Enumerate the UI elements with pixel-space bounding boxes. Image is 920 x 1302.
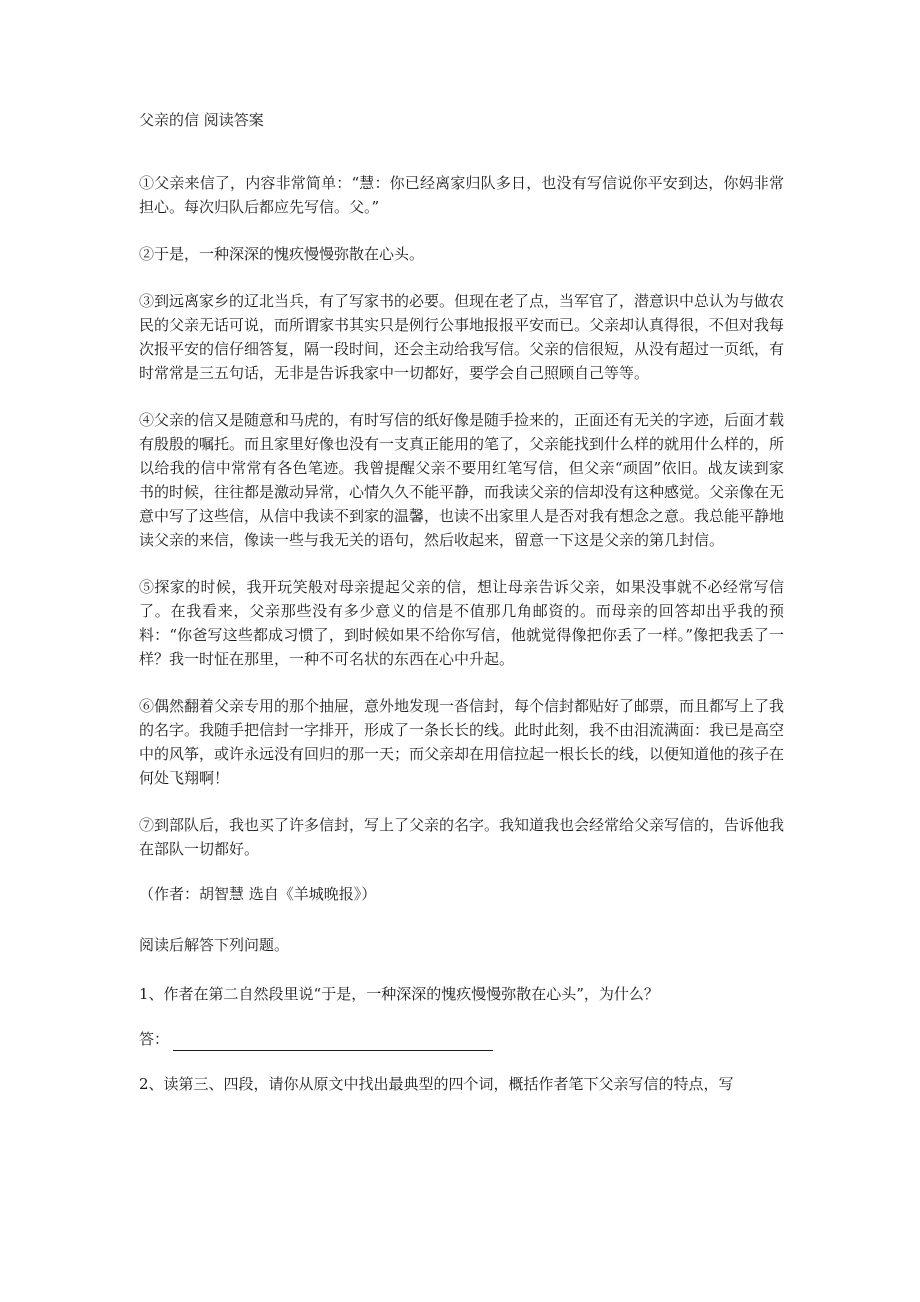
document-title: 父亲的信 阅读答案	[139, 111, 264, 129]
paragraph-2: ②于是，一种深深的愧疚慢慢弥散在心头。	[139, 245, 425, 263]
paragraph-7: ⑦到部队后，我也买了许多信封，写上了父亲的名字。我知道我也会经常给父亲写信的，告诉他我在部队一切都好。	[139, 816, 785, 858]
document-page	[139, 108, 784, 1117]
questions-prompt: 阅读后解答下列问题。	[139, 936, 290, 954]
answer-label: 答：	[139, 1030, 170, 1048]
answer-blank[interactable]	[173, 1034, 493, 1051]
paragraph-3: ③到远离家乡的辽北当兵，有了写家书的必要。但现在老了点，当军官了，潜意识中总认为与做农民的父亲无话可说，而所谓家书其实只是例行公事地报报平安而已。父亲却认真得很，不但对我每次报平安的信仔细答复，隔一段时间，还会主动给我写信。父亲的信很短，从没有超过一页纸，有时常常是三五句话，无非是告诉我家中一切都好，要学会自己照顾自己等等。	[139, 292, 785, 382]
answer-1	[139, 1027, 784, 1051]
paragraph-6: ⑥偶然翻着父亲专用的那个抽屉，意外地发现一沓信封，每个信封都贴好了邮票，而且都写上了我的名字。我随手把信封一字排开，形成了一条长长的线。此时此刻，我不由泪流满面：我已是高空中的风筝，或许永远没有回归的那一天；而父亲却在用信拉起一根长长的线，以便知道他的孩子在何处飞翔啊！	[139, 697, 785, 787]
source-attribution: （作者：胡智慧 选自《羊城晚报》）	[139, 885, 377, 903]
question-2: 2、读第三、四段，请你从原文中找出最典型的四个词，概括作者笔下父亲写信的特点，写	[139, 1075, 734, 1093]
paragraph-5: ⑤探家的时候，我开玩笑般对母亲提起父亲的信，想让母亲告诉父亲，如果没事就不必经常写信了。在我看来，父亲那些没有多少意义的信是不值那几角邮资的。而母亲的回答却出乎我的预料：“你爸写这些都成习惯了，到时候如果不给你写信，他就觉得像把你丢了一样。”像把我丢了一样？我一时怔在那里，一种不可名状的东西在心中升起。	[139, 578, 784, 668]
paragraph-4: ④父亲的信又是随意和马虎的，有时写信的纸好像是随手捡来的，正面还有无关的字迹，后面才载有殷殷的嘱托。而且家里好像也没有一支真正能用的笔了，父亲能找到什么样的就用什么样的，所以给我的信中常常有各色笔迹。我曾提醒父亲不要用红笔写信，但父亲“顽固”依旧。战友读到家书的时候，往往都是激动异常，心情久久不能平静，而我读父亲的信却没有这种感觉。父亲像在无意中写了这些信，从信中我读不到家的温馨，也读不出家里人是否对我有想念之意。我总能平静地读父亲的来信，像读一些与我无关的语句，然后收起来，留意一下这是父亲的第几封信。	[139, 411, 785, 549]
question-1: 1、作者在第二自然段里说“于是，一种深深的愧疚慢慢弥散在心头”，为什么？	[139, 985, 659, 1003]
paragraph-1: ①父亲来信了，内容非常简单：“慧：你已经离家归队多日，也没有写信说你平安到达，你妈非常担心。每次归队后都应先写信。父。”	[139, 174, 784, 216]
